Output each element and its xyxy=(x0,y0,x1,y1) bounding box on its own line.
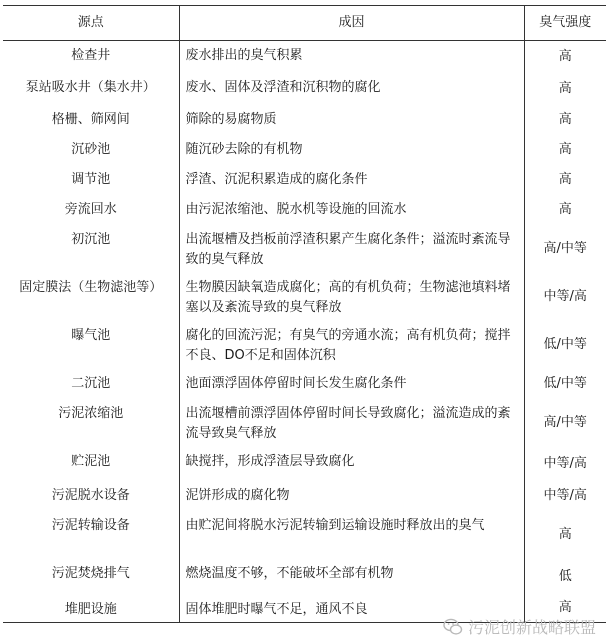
cause-cell: 池面漂浮固体停留时间长发生腐化条件 xyxy=(179,369,524,399)
source-cell: 旁流回水 xyxy=(3,195,179,225)
cause-cell: 筛除的易腐物质 xyxy=(179,105,524,135)
source-cell: 初沉池 xyxy=(3,225,179,273)
header-source: 源点 xyxy=(3,6,179,41)
level-cell: 低/中等 xyxy=(543,375,587,391)
cause-cell: 固体堆肥时曝气不足，通风不良 xyxy=(179,595,524,623)
level-cell: 中等/高 xyxy=(543,288,587,304)
level-cell: 高/中等 xyxy=(543,414,587,430)
source-cell: 贮泥池 xyxy=(3,447,179,481)
cause-cell: 由贮泥间将脱水污泥转输到运输设施时释放出的臭气 xyxy=(179,511,524,559)
source-cell: 污泥转输设备 xyxy=(3,511,179,559)
source-cell: 污泥浓缩池 xyxy=(3,399,179,447)
level-cell: 高 xyxy=(558,171,572,187)
table-row xyxy=(3,195,606,225)
level-cell: 中等/高 xyxy=(543,487,587,503)
table-row xyxy=(3,41,606,73)
table-row xyxy=(3,447,606,481)
level-cell: 低 xyxy=(558,568,572,584)
level-cell: 高 xyxy=(558,141,572,157)
table-row xyxy=(3,225,606,273)
table-row xyxy=(3,73,606,105)
table-row xyxy=(3,559,606,595)
source-cell: 泵站吸水井（集水井） xyxy=(3,73,179,105)
source-cell: 沉砂池 xyxy=(3,135,179,165)
table-row xyxy=(3,481,606,511)
table-row xyxy=(3,105,606,135)
level-cell: 中等/高 xyxy=(543,455,587,471)
level-cell: 高 xyxy=(558,80,572,96)
cause-cell: 浮渣、沉泥积累造成的腐化条件 xyxy=(179,165,524,195)
wechat-icon xyxy=(443,617,463,637)
source-cell: 堆肥设施 xyxy=(3,595,179,623)
cause-cell: 腐化的回流污泥；有臭气的旁通水流；高有机负荷；搅拌不良、DO不足和固体沉积 xyxy=(179,321,524,369)
cause-cell: 燃烧温度不够，不能破坏全部有机物 xyxy=(179,559,524,595)
level-cell: 高 xyxy=(558,201,572,217)
watermark xyxy=(443,615,596,638)
source-cell: 污泥焚烧排气 xyxy=(3,559,179,595)
table-row xyxy=(3,369,606,399)
level-cell: 低/中等 xyxy=(543,336,587,352)
header-cause: 成因 xyxy=(179,6,524,41)
cause-cell: 出流堰槽及挡板前浮渣积累产生腐化条件；溢流时紊流导致的臭气释放 xyxy=(179,225,524,273)
table-row xyxy=(3,511,606,559)
odor-source-table xyxy=(3,5,606,623)
source-cell: 二沉池 xyxy=(3,369,179,399)
header-level: 臭气强度 xyxy=(524,6,606,41)
cause-cell: 生物膜因缺氧造成腐化；高的有机负荷；生物滤池填料堵塞以及紊流导致的臭气释放 xyxy=(179,273,524,321)
source-cell: 检查井 xyxy=(3,41,179,73)
table-row xyxy=(3,321,606,369)
cause-cell: 缺搅拌，形成浮渣层导致腐化 xyxy=(179,447,524,481)
source-cell: 固定膜法（生物滤池等） xyxy=(3,273,179,321)
watermark-text: 污泥创新战略联盟 xyxy=(467,618,596,637)
cause-cell: 出流堰槽前漂浮固体停留时间长导致腐化；溢流造成的紊流导致臭气释放 xyxy=(179,399,524,447)
level-cell: 高 xyxy=(558,111,572,127)
level-cell: 高 xyxy=(524,595,606,623)
cause-cell: 由污泥浓缩池、脱水机等设施的回流水 xyxy=(179,195,524,225)
table-row xyxy=(3,135,606,165)
level-cell: 高 xyxy=(558,526,572,542)
level-cell: 高 xyxy=(558,48,572,64)
cause-cell: 随沉砂去除的有机物 xyxy=(179,135,524,165)
table-row xyxy=(3,273,606,321)
level-cell: 高/中等 xyxy=(543,240,587,256)
cause-cell: 泥饼形成的腐化物 xyxy=(179,481,524,511)
source-cell: 污泥脱水设备 xyxy=(3,481,179,511)
cause-cell: 废水、固体及浮渣和沉积物的腐化 xyxy=(179,73,524,105)
cause-cell: 废水排出的臭气积累 xyxy=(179,41,524,73)
source-cell: 曝气池 xyxy=(3,321,179,369)
table-row xyxy=(3,165,606,195)
header-row xyxy=(3,6,606,41)
table-row xyxy=(3,399,606,447)
source-cell: 格栅、筛网间 xyxy=(3,105,179,135)
source-cell: 调节池 xyxy=(3,165,179,195)
